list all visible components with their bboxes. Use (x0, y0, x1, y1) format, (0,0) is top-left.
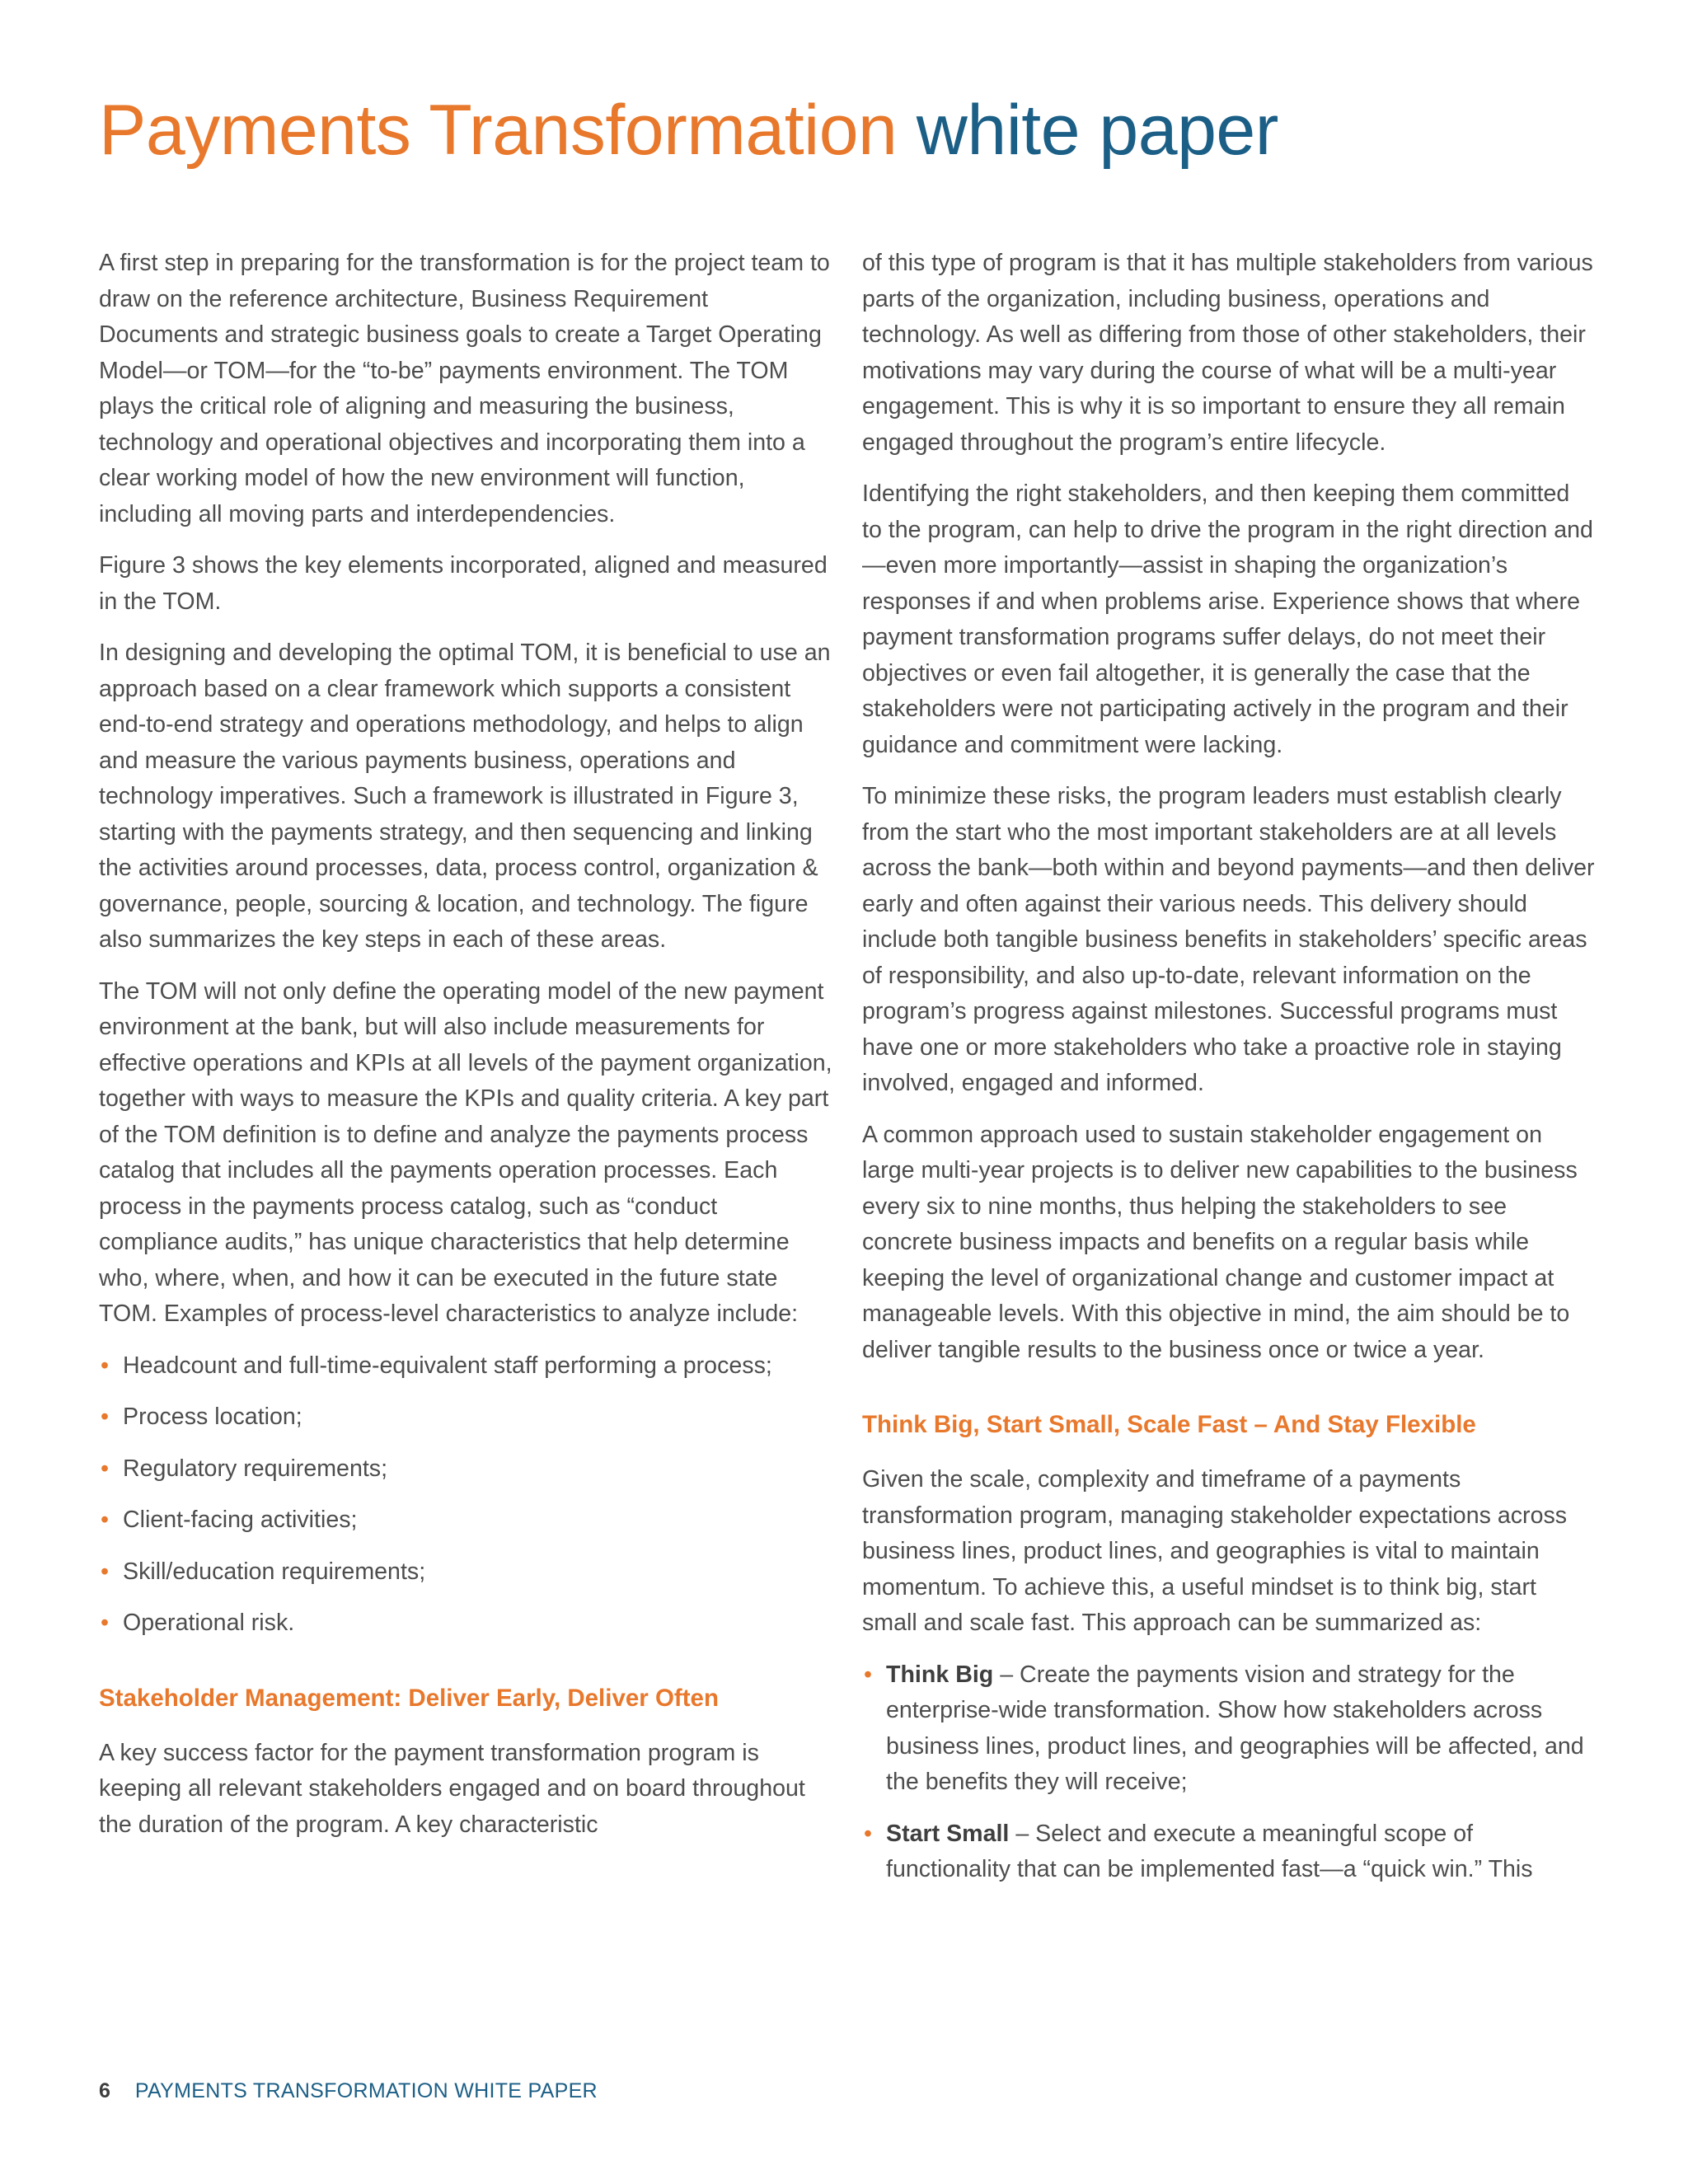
characteristics-list (99, 1348, 832, 1642)
list-item-text: Headcount and full-time-equivalent staff performing a process; (123, 1352, 772, 1379)
list-item (99, 1605, 832, 1642)
bullet-icon: • (101, 1455, 110, 1482)
paragraph: A first step in preparing for the transformation is for the project team to draw on the reference architecture, Business Requirement Documents and strategic business goals to create a Target Operating Model—or TOM—for the “to-be” payments environment. The TOM plays the critical role of aligning and measuring the business, technology and operational objectives and incorporating them into a clear working model of how the new environment will function, including all moving parts and interdependencies. (99, 250, 830, 527)
bullet-icon: • (101, 1610, 110, 1636)
title-secondary: white paper (916, 91, 1278, 170)
list-item-text: – Create the payments vision and strategy for the enterprise-wide transformation. Show how stakeholders across business lines, product lines, and geographies will be affected, and the benefits they will receive; (886, 1661, 1584, 1795)
bullet-icon: • (864, 1661, 873, 1688)
paragraph: Given the scale, complexity and timeframe of a payments transformation program, managing stakeholder expectations across business lines, product lines, and geographies is vital to maintain momentum. To achieve this, a useful mindset is to think big, start small and scale fast. This approach can be summarized as: (862, 1466, 1568, 1636)
list-item-text: Process location; (123, 1404, 302, 1430)
list-item-term: Think Big (886, 1661, 994, 1688)
list-item-text: Client-facing activities; (123, 1507, 358, 1533)
page-number: 6 (99, 2079, 110, 2102)
list-item-text: Operational risk. (123, 1610, 295, 1636)
section-heading-think-big: Think Big, Start Small, Scale Fast – And Stay Flexible (862, 1411, 1476, 1438)
page-footer (99, 2079, 598, 2103)
paragraph: In designing and developing the optimal TOM, it is beneficial to use an approach based on a clear framework which supports a consistent end-to-end strategy and operations methodology, and helps to align and measure the various payments business, operations and technology imperatives. Such a framework is illustrated in Figure 3, starting with the payments strategy, and then sequencing and linking the activities around processes, data, process control, organization & governance, people, sourcing & location, and technology. The figure also summarizes the key steps in each of these areas. (99, 640, 831, 953)
bullet-icon: • (101, 1507, 110, 1533)
list-item-text: Skill/education requirements; (123, 1558, 426, 1585)
approach-list (862, 1657, 1596, 1888)
paragraph: The TOM will not only define the operating model of the new payment environment at the bank, but will also include measurements for effective operations and KPIs at all levels of the payment organization, together with ways to measure the KPIs and quality criteria. A key part of the TOM definition is to define and analyze the payments process catalog that includes all the payments operation processes. Each process in the payments process catalog, such as “conduct compliance audits,” has unique characteristics that help determine who, where, when, and how it can be executed in the future state TOM. Examples of process-level characteristics to analyze include: (99, 977, 832, 1327)
footer-title: PAYMENTS TRANSFORMATION WHITE PAPER (134, 2079, 598, 2102)
list-item-text: – Select and execute a meaningful scope of functionality that can be implemented fast—a “quick win.” This (886, 1820, 1533, 1882)
left-column (99, 246, 832, 1858)
right-column (862, 246, 1596, 1904)
list-item-text: Regulatory requirements; (123, 1455, 388, 1482)
paragraph: Identifying the right stakeholders, and then keeping them committed to the program, can help to drive the program in the right direction and—even more importantly—assist in shaping the organization’s responses if and when problems arise. Experience shows that where payment transformation programs suffer delays, do not meet their objectives or even fail altogether, it is generally the case that the stakeholders were not participating actively in the program and their guidance and commitment were lacking. (862, 480, 1593, 758)
bullet-icon: • (101, 1352, 110, 1379)
bullet-icon: • (101, 1558, 110, 1585)
list-item (862, 1816, 1596, 1888)
list-item (862, 1657, 1596, 1801)
page-title (99, 89, 1278, 171)
bullet-icon: • (101, 1404, 110, 1430)
list-item (99, 1502, 832, 1539)
paragraph: A key success factor for the payment transformation program is keeping all relevant stakeholders engaged and on board throughout the duration of the program. A key characteristic (99, 1739, 805, 1838)
bullet-icon: • (864, 1820, 873, 1847)
paragraph: of this type of program is that it has multiple stakeholders from various parts of the organization, including business, operations and technology. As well as differing from those of other stakeholders, their motivations may vary during the course of what will be a multi-year engagement. This is why it is so important to ensure they all remain engaged throughout the program’s entire lifecycle. (862, 250, 1593, 456)
paragraph: To minimize these risks, the program leaders must establish clearly from the start who the most important stakeholders are at all levels across the bank—both within and beyond payments—and then deliver early and often against their various needs. This delivery should include both tangible business benefits in stakeholders’ specific areas of responsibility, and also up-to-date, relevant information on the program’s progress against milestones. Successful programs must have one or more stakeholders who take a proactive role in staying involved, engaged and informed. (862, 783, 1595, 1096)
list-item (99, 1399, 832, 1436)
title-primary: Payments Transformation (99, 91, 898, 170)
paragraph: Figure 3 shows the key elements incorporated, aligned and measured in the TOM. (99, 552, 828, 615)
list-item (99, 1348, 832, 1385)
section-heading-stakeholder-management: Stakeholder Management: Deliver Early, Deliver Often (99, 1684, 719, 1712)
list-item (99, 1554, 832, 1591)
list-item (99, 1451, 832, 1488)
paragraph: A common approach used to sustain stakeholder engagement on large multi-year projects is to deliver new capabilities to the business every six to nine months, thus helping the stakeholders to see concrete business impacts and benefits on a regular basis while keeping the level of organizational change and customer impact at manageable levels. With this objective in mind, the aim should be to deliver tangible results to the business once or twice a year. (862, 1121, 1578, 1363)
list-item-term: Start Small (886, 1820, 1010, 1847)
